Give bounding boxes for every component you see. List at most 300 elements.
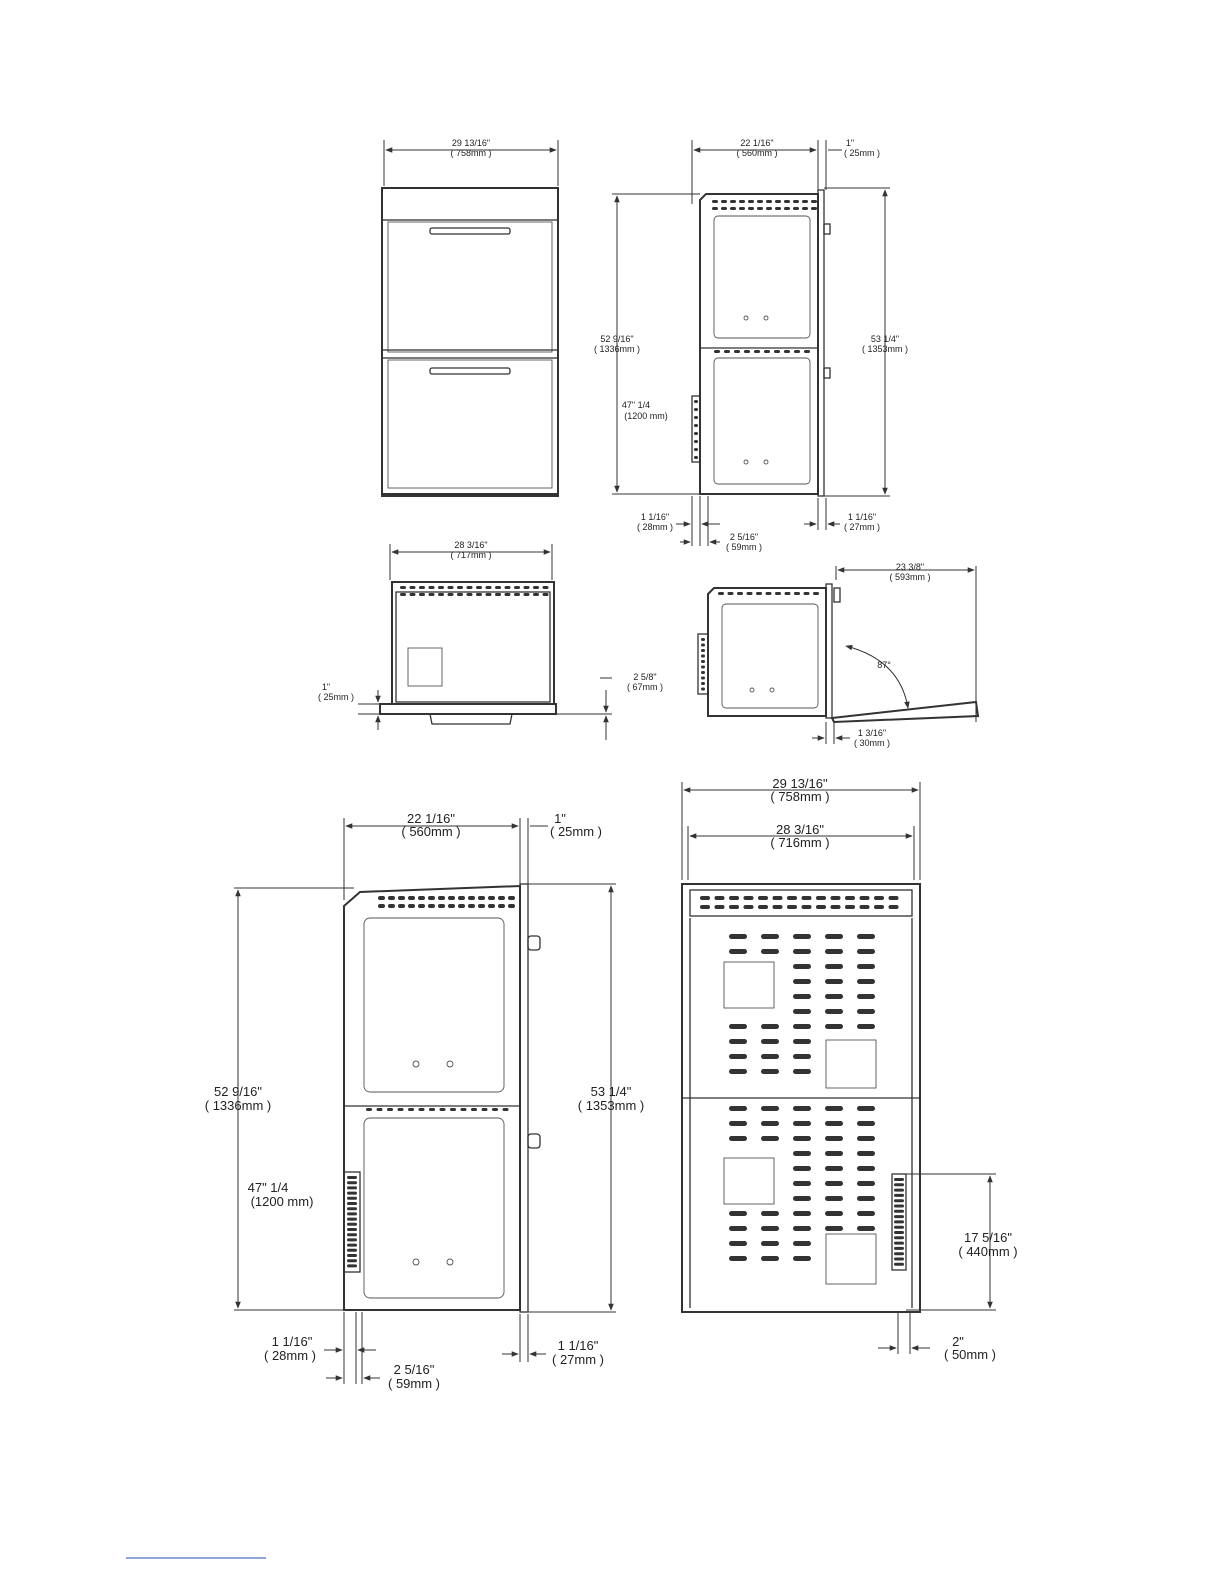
louvre-slot bbox=[793, 1196, 811, 1201]
vent-slot bbox=[498, 904, 505, 908]
vent-slot bbox=[488, 904, 495, 908]
louvre-slot bbox=[761, 1136, 779, 1141]
vent-slot bbox=[714, 350, 720, 353]
vent-slot bbox=[730, 200, 736, 203]
rear-outer-label: 29 13/16" bbox=[772, 776, 828, 791]
vent-slot bbox=[378, 896, 385, 900]
louvre-slot bbox=[793, 1121, 811, 1126]
vent-slot bbox=[802, 905, 812, 909]
vent-slot bbox=[478, 904, 485, 908]
vent-slot bbox=[498, 896, 505, 900]
vent-slot bbox=[347, 1207, 357, 1210]
vent-slot bbox=[347, 1244, 357, 1247]
louvre-slot bbox=[857, 1151, 875, 1156]
louvre-slot bbox=[729, 1054, 747, 1059]
vent-slot bbox=[347, 1181, 357, 1184]
vent-slot bbox=[747, 592, 753, 595]
vent-slot bbox=[701, 660, 705, 663]
vent-slot bbox=[476, 586, 482, 589]
side-height-right-label: 53 1/4" bbox=[870, 334, 900, 344]
vent-slot bbox=[773, 896, 783, 900]
vent-slot bbox=[773, 905, 783, 909]
louvre-slot bbox=[761, 1024, 779, 1029]
vent-slot bbox=[730, 207, 736, 210]
vent-slot bbox=[700, 896, 710, 900]
louvre-slot bbox=[857, 979, 875, 984]
vent-slot bbox=[476, 593, 482, 596]
door-bottom-mm-label: ( 30mm ) bbox=[854, 738, 890, 748]
vent-slot bbox=[757, 207, 763, 210]
vent-slot bbox=[458, 896, 465, 900]
louvre-slot bbox=[857, 1106, 875, 1111]
louvre-slot bbox=[729, 1106, 747, 1111]
vent-slot bbox=[508, 904, 515, 908]
vent-slot bbox=[701, 688, 705, 691]
vent-slot bbox=[701, 655, 705, 658]
vent-slot bbox=[701, 666, 705, 669]
louvre-slot bbox=[825, 949, 843, 954]
large-side-depth-label: 22 1/16" bbox=[407, 811, 455, 826]
louvre-slot bbox=[793, 1226, 811, 1231]
vent-slot bbox=[468, 896, 475, 900]
vent-slot bbox=[419, 586, 425, 589]
vent-slot bbox=[428, 904, 435, 908]
vent-slot bbox=[347, 1238, 357, 1241]
vent-slot bbox=[894, 1236, 904, 1239]
vent-slot bbox=[701, 644, 705, 647]
large-side-vent-label: 47" 1/4 bbox=[247, 1180, 289, 1195]
side-height-left-label: 52 9/16" bbox=[600, 334, 634, 344]
louvre-slot bbox=[825, 1024, 843, 1029]
vent-slot bbox=[701, 677, 705, 680]
vent-slot bbox=[813, 592, 819, 595]
louvre-slot bbox=[761, 934, 779, 939]
vent-slot bbox=[503, 1108, 509, 1111]
large-side-height-right-label: 53 1/4" bbox=[590, 1084, 632, 1099]
vent-slot bbox=[495, 586, 501, 589]
side-offset-right-mm-label: ( 27mm ) bbox=[844, 522, 880, 532]
vent-slot bbox=[700, 905, 710, 909]
vent-slot bbox=[894, 1263, 904, 1266]
louvre-slot bbox=[729, 1136, 747, 1141]
vent-slot bbox=[694, 424, 698, 427]
louvre-slot bbox=[825, 1009, 843, 1014]
louvre-slot bbox=[857, 1196, 875, 1201]
vent-slot bbox=[894, 1258, 904, 1261]
vent-slot bbox=[410, 586, 416, 589]
vent-slot bbox=[794, 592, 800, 595]
vent-slot bbox=[398, 1108, 404, 1111]
vent-slot bbox=[774, 350, 780, 353]
side-view-small bbox=[594, 138, 908, 552]
vent-slot bbox=[715, 905, 725, 909]
vent-slot bbox=[764, 350, 770, 353]
vent-slot bbox=[874, 896, 884, 900]
vent-slot bbox=[440, 1108, 446, 1111]
louvre-slot bbox=[825, 1121, 843, 1126]
vent-slot bbox=[739, 207, 745, 210]
louvre-slot bbox=[825, 1211, 843, 1216]
vent-slot bbox=[804, 592, 810, 595]
vent-slot bbox=[524, 586, 530, 589]
louvre-slot bbox=[857, 1009, 875, 1014]
louvre-slot bbox=[825, 1106, 843, 1111]
louvre-slot bbox=[793, 1069, 811, 1074]
vent-slot bbox=[347, 1197, 357, 1200]
vent-slot bbox=[347, 1212, 357, 1215]
louvre-slot bbox=[729, 1039, 747, 1044]
rear-view-large bbox=[682, 776, 1018, 1362]
vent-slot bbox=[486, 586, 492, 589]
vent-slot bbox=[347, 1223, 357, 1226]
louvre-slot bbox=[857, 1211, 875, 1216]
vent-slot bbox=[739, 200, 745, 203]
vent-slot bbox=[347, 1264, 357, 1267]
vent-slot bbox=[894, 1252, 904, 1255]
vent-slot bbox=[438, 593, 444, 596]
louvre-slot bbox=[857, 1024, 875, 1029]
vent-slot bbox=[758, 905, 768, 909]
vent-slot bbox=[701, 682, 705, 685]
top-view bbox=[318, 540, 663, 740]
louvre-slot bbox=[761, 1211, 779, 1216]
vent-slot bbox=[784, 200, 790, 203]
vent-slot bbox=[408, 904, 415, 908]
louvre-slot bbox=[857, 1166, 875, 1171]
vent-slot bbox=[894, 1220, 904, 1223]
vent-slot bbox=[694, 416, 698, 419]
vent-slot bbox=[775, 200, 781, 203]
louvre-slot bbox=[761, 949, 779, 954]
vent-slot bbox=[734, 350, 740, 353]
vent-slot bbox=[450, 1108, 456, 1111]
louvre-slot bbox=[761, 1241, 779, 1246]
vent-slot bbox=[793, 200, 799, 203]
vent-slot bbox=[831, 905, 841, 909]
louvre-slot bbox=[825, 979, 843, 984]
louvre-slot bbox=[857, 1181, 875, 1186]
vent-slot bbox=[721, 200, 727, 203]
vent-slot bbox=[448, 904, 455, 908]
rear-vent-offset-label: 2" bbox=[952, 1334, 964, 1349]
louvre-slot bbox=[793, 949, 811, 954]
vent-slot bbox=[894, 1231, 904, 1234]
louvre-slot bbox=[729, 1256, 747, 1261]
vent-slot bbox=[508, 896, 515, 900]
vent-slot bbox=[418, 904, 425, 908]
front-view-small bbox=[382, 138, 558, 496]
rear-vent-offset-mm-label: ( 50mm ) bbox=[944, 1347, 996, 1362]
louvre-slot bbox=[793, 1241, 811, 1246]
louvre-slot bbox=[793, 1136, 811, 1141]
side-door-label: 1" bbox=[845, 138, 855, 148]
louvre-slot bbox=[825, 1166, 843, 1171]
louvre-slot bbox=[761, 1256, 779, 1261]
vent-slot bbox=[514, 593, 520, 596]
vent-slot bbox=[448, 586, 454, 589]
rear-outer-mm-label: ( 758mm ) bbox=[770, 789, 830, 804]
vent-slot bbox=[471, 1108, 477, 1111]
vent-slot bbox=[429, 1108, 435, 1111]
vent-slot bbox=[694, 400, 698, 403]
louvre-slot bbox=[793, 1151, 811, 1156]
vent-slot bbox=[428, 896, 435, 900]
vent-slot bbox=[728, 592, 734, 595]
top-right-label: 2 5/8" bbox=[633, 672, 657, 682]
vent-slot bbox=[377, 1108, 383, 1111]
vent-slot bbox=[894, 1242, 904, 1245]
vent-slot bbox=[448, 593, 454, 596]
vent-slot bbox=[398, 904, 405, 908]
top-left-mm-label: ( 25mm ) bbox=[318, 692, 354, 702]
vent-slot bbox=[802, 207, 808, 210]
vent-slot bbox=[398, 896, 405, 900]
rear-vent-height-label: 17 5/16" bbox=[964, 1230, 1012, 1245]
vent-slot bbox=[448, 896, 455, 900]
vent-slot bbox=[748, 207, 754, 210]
vent-slot bbox=[729, 896, 739, 900]
vent-slot bbox=[418, 896, 425, 900]
louvre-slot bbox=[825, 1151, 843, 1156]
vent-slot bbox=[757, 200, 763, 203]
vent-slot bbox=[468, 904, 475, 908]
vent-slot bbox=[543, 586, 549, 589]
rear-inner-label: 28 3/16" bbox=[776, 822, 824, 837]
vent-slot bbox=[347, 1259, 357, 1262]
louvre-slot bbox=[793, 1024, 811, 1029]
vent-slot bbox=[721, 207, 727, 210]
louvre-slot bbox=[793, 1009, 811, 1014]
vent-slot bbox=[729, 905, 739, 909]
door-bottom-label: 1 3/16" bbox=[857, 728, 887, 738]
vent-slot bbox=[457, 593, 463, 596]
vent-slot bbox=[410, 593, 416, 596]
large-side-offset-right-mm-label: ( 27mm ) bbox=[552, 1352, 604, 1367]
vent-slot bbox=[860, 896, 870, 900]
vent-slot bbox=[694, 448, 698, 451]
vent-slot bbox=[816, 896, 826, 900]
vent-slot bbox=[388, 904, 395, 908]
vent-slot bbox=[543, 593, 549, 596]
vent-slot bbox=[811, 200, 817, 203]
louvre-slot bbox=[761, 1039, 779, 1044]
vent-slot bbox=[758, 896, 768, 900]
vent-slot bbox=[802, 200, 808, 203]
vent-slot bbox=[429, 586, 435, 589]
large-side-height-left-label: 52 9/16" bbox=[214, 1084, 262, 1099]
vent-slot bbox=[505, 586, 511, 589]
louvre-slot bbox=[729, 1211, 747, 1216]
louvre-slot bbox=[761, 1226, 779, 1231]
large-side-offset-left-mm-label: ( 28mm ) bbox=[264, 1348, 316, 1363]
vent-slot bbox=[787, 905, 797, 909]
door-angle-label: 87° bbox=[877, 660, 891, 670]
vent-slot bbox=[775, 207, 781, 210]
vent-slot bbox=[492, 1108, 498, 1111]
large-side-height-right-mm-label: ( 1353mm ) bbox=[577, 1098, 645, 1113]
louvre-slot bbox=[793, 964, 811, 969]
vent-slot bbox=[748, 200, 754, 203]
louvre-slot bbox=[857, 934, 875, 939]
side-offset-left-mm-label: ( 28mm ) bbox=[637, 522, 673, 532]
side-offset-mid-label: 2 5/16" bbox=[729, 532, 759, 542]
vent-slot bbox=[894, 1205, 904, 1208]
vent-slot bbox=[347, 1228, 357, 1231]
louvre-slot bbox=[729, 934, 747, 939]
vent-slot bbox=[701, 649, 705, 652]
vent-slot bbox=[831, 896, 841, 900]
side-vent-mm-label: (1200 mm) bbox=[624, 411, 668, 421]
vent-slot bbox=[467, 586, 473, 589]
top-width-mm-label: ( 717mm ) bbox=[450, 550, 492, 560]
louvre-slot bbox=[825, 1196, 843, 1201]
louvre-slot bbox=[857, 1121, 875, 1126]
louvre-slot bbox=[729, 1226, 747, 1231]
side-offset-mid-mm-label: ( 59mm ) bbox=[726, 542, 762, 552]
louvre-slot bbox=[857, 994, 875, 999]
louvre-slot bbox=[793, 1211, 811, 1216]
vent-slot bbox=[533, 593, 539, 596]
vent-slot bbox=[894, 1194, 904, 1197]
side-height-right-mm-label: ( 1353mm ) bbox=[861, 344, 909, 354]
louvre-slot bbox=[729, 1241, 747, 1246]
vent-slot bbox=[495, 593, 501, 596]
louvre-slot bbox=[729, 1024, 747, 1029]
large-side-door-mm-label: ( 25mm ) bbox=[550, 824, 602, 839]
top-right-mm-label: ( 67mm ) bbox=[627, 682, 663, 692]
vent-slot bbox=[894, 1183, 904, 1186]
vent-slot bbox=[794, 350, 800, 353]
vent-slot bbox=[724, 350, 730, 353]
louvre-slot bbox=[857, 1226, 875, 1231]
vent-slot bbox=[712, 207, 718, 210]
door-reach-label: 23 3/8" bbox=[895, 562, 925, 572]
vent-slot bbox=[793, 207, 799, 210]
top-left-label: 1" bbox=[321, 682, 331, 692]
louvre-slot bbox=[793, 1256, 811, 1261]
louvre-slot bbox=[793, 1181, 811, 1186]
vent-slot bbox=[718, 592, 724, 595]
vent-slot bbox=[694, 408, 698, 411]
vent-slot bbox=[766, 200, 772, 203]
large-side-offset-left-label: 1 1/16" bbox=[271, 1334, 313, 1349]
vent-slot bbox=[860, 905, 870, 909]
louvre-slot bbox=[761, 1054, 779, 1059]
vent-slot bbox=[775, 592, 781, 595]
louvre-slot bbox=[793, 1106, 811, 1111]
vent-slot bbox=[458, 904, 465, 908]
louvre-slot bbox=[793, 1039, 811, 1044]
top-width-label: 28 3/16" bbox=[454, 540, 488, 550]
louvre-slot bbox=[825, 1181, 843, 1186]
vent-slot bbox=[478, 896, 485, 900]
vent-slot bbox=[694, 440, 698, 443]
side-offset-left-label: 1 1/16" bbox=[640, 512, 670, 522]
vent-slot bbox=[347, 1233, 357, 1236]
vent-slot bbox=[756, 592, 762, 595]
large-side-offset-mid-label: 2 5/16" bbox=[393, 1362, 435, 1377]
vent-slot bbox=[347, 1249, 357, 1252]
side-depth-mm-label: ( 560mm ) bbox=[736, 148, 778, 158]
vent-slot bbox=[400, 593, 406, 596]
vent-slot bbox=[894, 1215, 904, 1218]
large-side-vent-mm-label: (1200 mm) bbox=[250, 1194, 314, 1209]
vent-slot bbox=[784, 207, 790, 210]
front-width-label: 29 13/16" bbox=[451, 138, 491, 148]
vent-slot bbox=[784, 350, 790, 353]
vent-slot bbox=[408, 1108, 414, 1111]
vent-slot bbox=[874, 905, 884, 909]
louvre-slot bbox=[793, 1054, 811, 1059]
side-vent-label: 47" 1/4 bbox=[621, 400, 651, 410]
louvre-slot bbox=[729, 1069, 747, 1074]
vent-slot bbox=[387, 1108, 393, 1111]
vent-slot bbox=[894, 1199, 904, 1202]
side-height-left-mm-label: ( 1336mm ) bbox=[593, 344, 641, 354]
vent-slot bbox=[816, 905, 826, 909]
vent-slot bbox=[744, 350, 750, 353]
vent-slot bbox=[505, 593, 511, 596]
louvre-slot bbox=[825, 1136, 843, 1141]
side-depth-label: 22 1/16" bbox=[740, 138, 774, 148]
vent-slot bbox=[461, 1108, 467, 1111]
vent-slot bbox=[766, 207, 772, 210]
vent-slot bbox=[524, 593, 530, 596]
vent-slot bbox=[889, 905, 899, 909]
louvre-slot bbox=[793, 934, 811, 939]
vent-slot bbox=[533, 586, 539, 589]
vent-slot bbox=[894, 1247, 904, 1250]
vent-slot bbox=[894, 1226, 904, 1229]
side-offset-right-label: 1 1/16" bbox=[847, 512, 877, 522]
vent-slot bbox=[737, 592, 743, 595]
louvre-slot bbox=[825, 934, 843, 939]
vent-slot bbox=[400, 586, 406, 589]
vent-slot bbox=[438, 586, 444, 589]
vent-slot bbox=[744, 905, 754, 909]
louvre-slot bbox=[857, 964, 875, 969]
large-side-depth-mm-label: ( 560mm ) bbox=[401, 824, 461, 839]
vent-slot bbox=[845, 896, 855, 900]
vent-slot bbox=[811, 207, 817, 210]
vent-slot bbox=[438, 904, 445, 908]
vent-slot bbox=[804, 350, 810, 353]
louvre-slot bbox=[793, 994, 811, 999]
side-door-mm-label: ( 25mm ) bbox=[844, 148, 880, 158]
door-reach-mm-label: ( 593mm ) bbox=[889, 572, 931, 582]
vent-slot bbox=[894, 1189, 904, 1192]
louvre-slot bbox=[761, 1121, 779, 1126]
louvre-slot bbox=[825, 994, 843, 999]
louvre-slot bbox=[825, 1226, 843, 1231]
vent-slot bbox=[802, 896, 812, 900]
vent-slot bbox=[467, 593, 473, 596]
vent-slot bbox=[889, 896, 899, 900]
side-view-large bbox=[205, 811, 644, 1391]
vent-slot bbox=[701, 671, 705, 674]
vent-slot bbox=[894, 1210, 904, 1213]
vent-slot bbox=[744, 896, 754, 900]
louvre-slot bbox=[729, 949, 747, 954]
vent-slot bbox=[438, 896, 445, 900]
vent-slot bbox=[347, 1254, 357, 1257]
vent-slot bbox=[482, 1108, 488, 1111]
vent-slot bbox=[419, 593, 425, 596]
vent-slot bbox=[845, 905, 855, 909]
vent-slot bbox=[787, 896, 797, 900]
door-open-view bbox=[698, 562, 978, 748]
rear-vent-height-mm-label: ( 440mm ) bbox=[958, 1244, 1018, 1259]
